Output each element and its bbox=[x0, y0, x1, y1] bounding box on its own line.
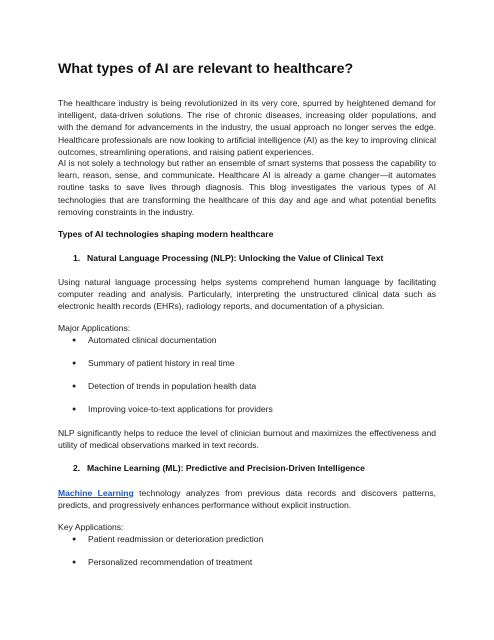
ml-body-paragraph bbox=[58, 487, 436, 511]
list-item: ● Summary of patient history in real time bbox=[72, 358, 235, 368]
nlp-body-paragraph: Using natural language processing helps systems comprehend human language by facilitating computer reading and analysis. Particularly, interpreting the unstructured clinical data such as electronic health records (EHRs), radiology reports, and documentation of a physician. bbox=[58, 277, 436, 312]
bullet-icon: ● bbox=[72, 536, 77, 543]
ml-heading-number: 2. bbox=[73, 463, 81, 473]
nlp-heading-number: 1. bbox=[73, 253, 81, 263]
bullet-icon: ● bbox=[72, 383, 77, 390]
list-item: ● Personalized recommendation of treatment bbox=[72, 557, 253, 567]
list-item: ● Patient readmission or deterioration prediction bbox=[72, 534, 264, 544]
section-heading: Types of AI technologies shaping modern healthcare bbox=[58, 229, 274, 239]
nlp-applications-label: Major Applications: bbox=[58, 323, 131, 333]
intro-paragraph-2: AI is not solely a technology but rather an ensemble of smart systems that possess the capability to learn, reason, sense, and communicate. Healthcare AI is already a game changer—it automates routine tasks to save lives through diagnosis. This blog investigates the various types of AI technologies that are transforming the healthcare of this day and age and what potential benefits removing constraints in the industry. bbox=[58, 158, 436, 217]
nlp-heading-text: Natural Language Processing (NLP): Unlocking the Value of Clinical Text bbox=[87, 253, 384, 263]
machine-learning-link[interactable]: Machine Learning bbox=[58, 488, 134, 498]
ml-body-text: technology analyzes from previous data records and discovers patterns, predicts, and progressively enhances performance without explicit instruction. bbox=[58, 488, 436, 511]
list-item: ● Improving voice-to-text applications for providers bbox=[72, 404, 273, 414]
list-item: ● Detection of trends in population health data bbox=[72, 381, 257, 391]
bullet-icon: ● bbox=[72, 337, 77, 344]
intro-paragraph-1: The healthcare industry is being revolutionized in its very core, spurred by heightened demand for intelligent, data-driven solutions. The rise of chronic diseases, increasing older populations, and with the demand for advancements in the industry, the usual approach no longer serves the edge. Healthcare professionals are now looking to artificial intelligence (AI) as the key to improving clinical outcomes, streamlining operations, and raising patient experiences. bbox=[58, 98, 436, 157]
list-item: ● Automated clinical documentation bbox=[72, 335, 217, 345]
bullet-icon: ● bbox=[72, 360, 77, 367]
ml-heading bbox=[73, 463, 365, 473]
page-title: What types of AI are relevant to healthcare? bbox=[58, 61, 354, 77]
ml-applications-label: Key Applications: bbox=[58, 522, 124, 532]
nlp-closing-paragraph: NLP significantly helps to reduce the level of clinician burnout and maximizes the effectiveness and utility of medical observations marked in text records. bbox=[58, 428, 436, 451]
nlp-heading bbox=[73, 253, 383, 263]
bullet-icon: ● bbox=[72, 406, 77, 413]
bullet-icon: ● bbox=[72, 559, 77, 566]
ml-heading-text: Machine Learning (ML): Predictive and Precision-Driven Intelligence bbox=[87, 463, 365, 473]
